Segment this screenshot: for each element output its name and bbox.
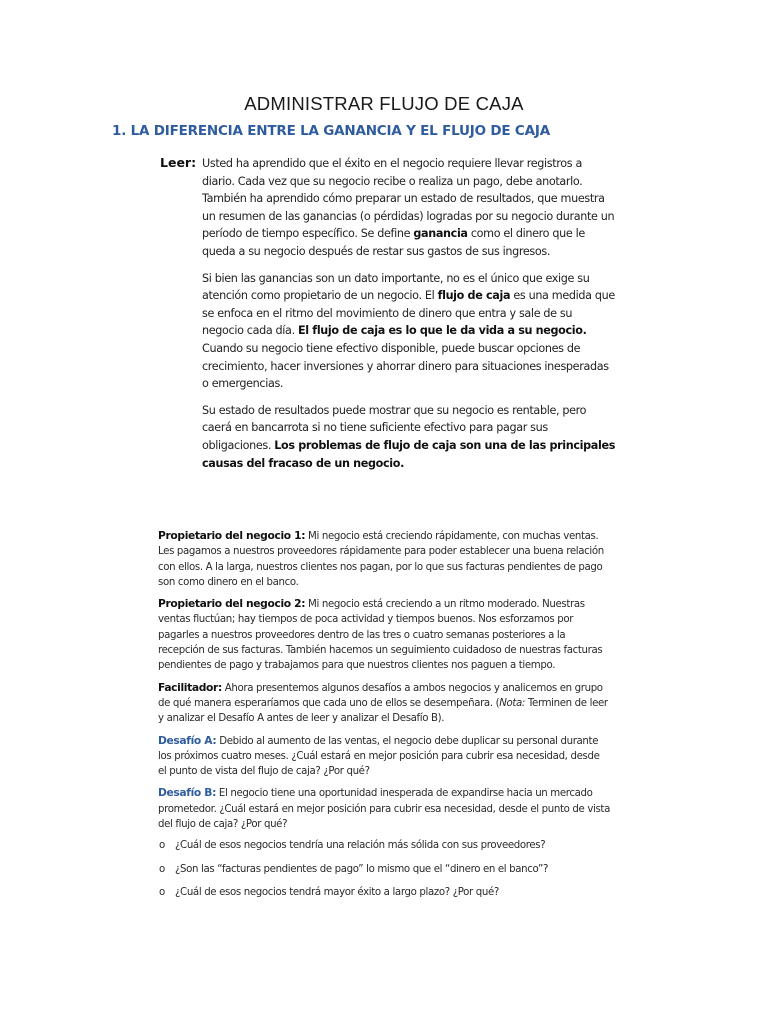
leer-paragraph-2 — [202, 270, 616, 393]
challenge-b-paragraph — [158, 785, 610, 832]
facilitator-text-b: Terminen de leer y analizar el Desafío A antes de leer y analizar el Desafío B). — [158, 697, 608, 725]
owner1-text: Mi negocio está creciendo rápidamente, con muchas ventas. Les pagamos a nuestros proveedores rápidamente para poder establecer una buena relación con ellos. A la larga, nuestros clientes nos pagan, por lo que sus facturas pendientes de pago son como dinero en el banco. — [158, 531, 604, 588]
facilitator-text-a: Ahora presentemos algunos desafíos a ambos negocios y analicemos en grupo de qué manera esperaríamos que cada uno de ellos se desempeñara. ( — [158, 682, 603, 709]
leer-p3-bold: Los problemas de flujo de caja son una de las principales causas del fracaso de un negocio. — [202, 438, 616, 470]
leer-block — [202, 155, 616, 481]
owner1-label: Propietario del negocio 1: — [158, 529, 306, 542]
question-list — [158, 838, 610, 900]
facilitator-paragraph — [158, 680, 610, 727]
question-item — [158, 885, 610, 900]
leer-p2-text-a: Si bien las ganancias son un dato importante, no es el único que exige su atención como propietario de un negocio. El — [202, 271, 590, 303]
leer-p1-bold: ganancia — [413, 227, 468, 241]
leer-label: Leer: — [160, 155, 197, 170]
bullet-circle-icon: o — [159, 886, 165, 898]
facilitator-label: Facilitador: — [158, 680, 222, 694]
question-text: ¿Son las “facturas pendientes de pago” lo mismo que el “dinero en el banco”? — [175, 863, 549, 875]
question-item — [158, 838, 610, 853]
facilitator-note: Nota: — [499, 697, 525, 709]
bullet-circle-icon: o — [159, 840, 165, 852]
question-text: ¿Cuál de esos negocios tendría una relación más sólida con sus proveedores? — [175, 840, 546, 852]
challenge-b-label: Desafío B: — [158, 786, 216, 800]
question-item — [158, 862, 610, 877]
owner2-label: Propietario del negocio 2: — [158, 597, 306, 611]
challenge-a-paragraph — [158, 733, 610, 780]
owner2-paragraph — [158, 596, 610, 673]
challenge-a-label: Desafío A: — [158, 733, 217, 747]
leer-p3-text-a: Su estado de resultados puede mostrar que su negocio es rentable, pero caerá en bancarrota si no tiene suficiente efectivo para pagar sus obligaciones. — [202, 403, 587, 452]
discussion-block — [158, 528, 610, 908]
leer-p1-text-a: Usted ha aprendido que el éxito en el negocio requiere llevar registros a diario. Cada vez que su negocio recibe o realiza un pago, debe anotarlo. También ha aprendido cómo preparar un estado de resultados, que muestra un resumen de las ganancias (o pérdidas) logradas por su negocio durante un período de tiempo específico. Se define — [202, 157, 615, 241]
owner1-paragraph — [158, 528, 610, 590]
leer-p2-bold-1: flujo de caja — [437, 289, 511, 303]
leer-p2-text-b: es una medida que se enfoca en el ritmo del movimiento de dinero que entra y sale de su negocio cada día. — [202, 289, 615, 338]
owner2-text: Mi negocio está creciendo a un ritmo moderado. Nuestras ventas fluctúan; hay tiempos de poca actividad y tiempos buenos. Nos esforzamos por pagarles a nuestros proveedores dentro de las tres o cuatro semanas posteriores a la recepción de sus facturas. También hacemos un seguimiento cuidadoso de nuestras facturas pendientes de pago y trabajamos para que nuestros clientes nos paguen a tiempo. — [158, 599, 603, 672]
question-text: ¿Cuál de esos negocios tendrá mayor éxito a largo plazo? ¿Por qué? — [175, 886, 499, 898]
leer-paragraph-3 — [202, 402, 616, 472]
document-title: ADMINISTRAR FLUJO DE CAJA — [244, 93, 524, 114]
section-heading: 1. LA DIFERENCIA ENTRE LA GANANCIA Y EL FLUJO DE CAJA — [112, 123, 550, 139]
challenge-a-text: Debido al aumento de las ventas, el negocio debe duplicar su personal durante los próximos cuatro meses. ¿Cuál estará en mejor posición para cubrir esa necesidad, desde el punto de vista del flujo de caja? ¿Por qué? — [158, 735, 600, 778]
leer-paragraph-1 — [202, 155, 616, 261]
bullet-circle-icon: o — [159, 863, 165, 875]
leer-p2-bold-2: El flujo de caja es lo que le da vida a su negocio. — [297, 324, 587, 338]
leer-p1-text-b: como el dinero que le queda a su negocio después de restar sus gastos de sus ingresos. — [202, 227, 585, 258]
challenge-b-text: El negocio tiene una oportunidad inesperada de expandirse hacia un mercado prometedor. ¿Cuál estará en mejor posición para cubrir esa necesidad, desde el punto de vista del flujo de caja? ¿Por qué? — [158, 788, 610, 831]
leer-p2-text-c: Cuando su negocio tiene efectivo disponible, puede buscar opciones de crecimiento, hacer inversiones y ahorrar dinero para situaciones inesperadas o emergencias. — [202, 341, 609, 391]
